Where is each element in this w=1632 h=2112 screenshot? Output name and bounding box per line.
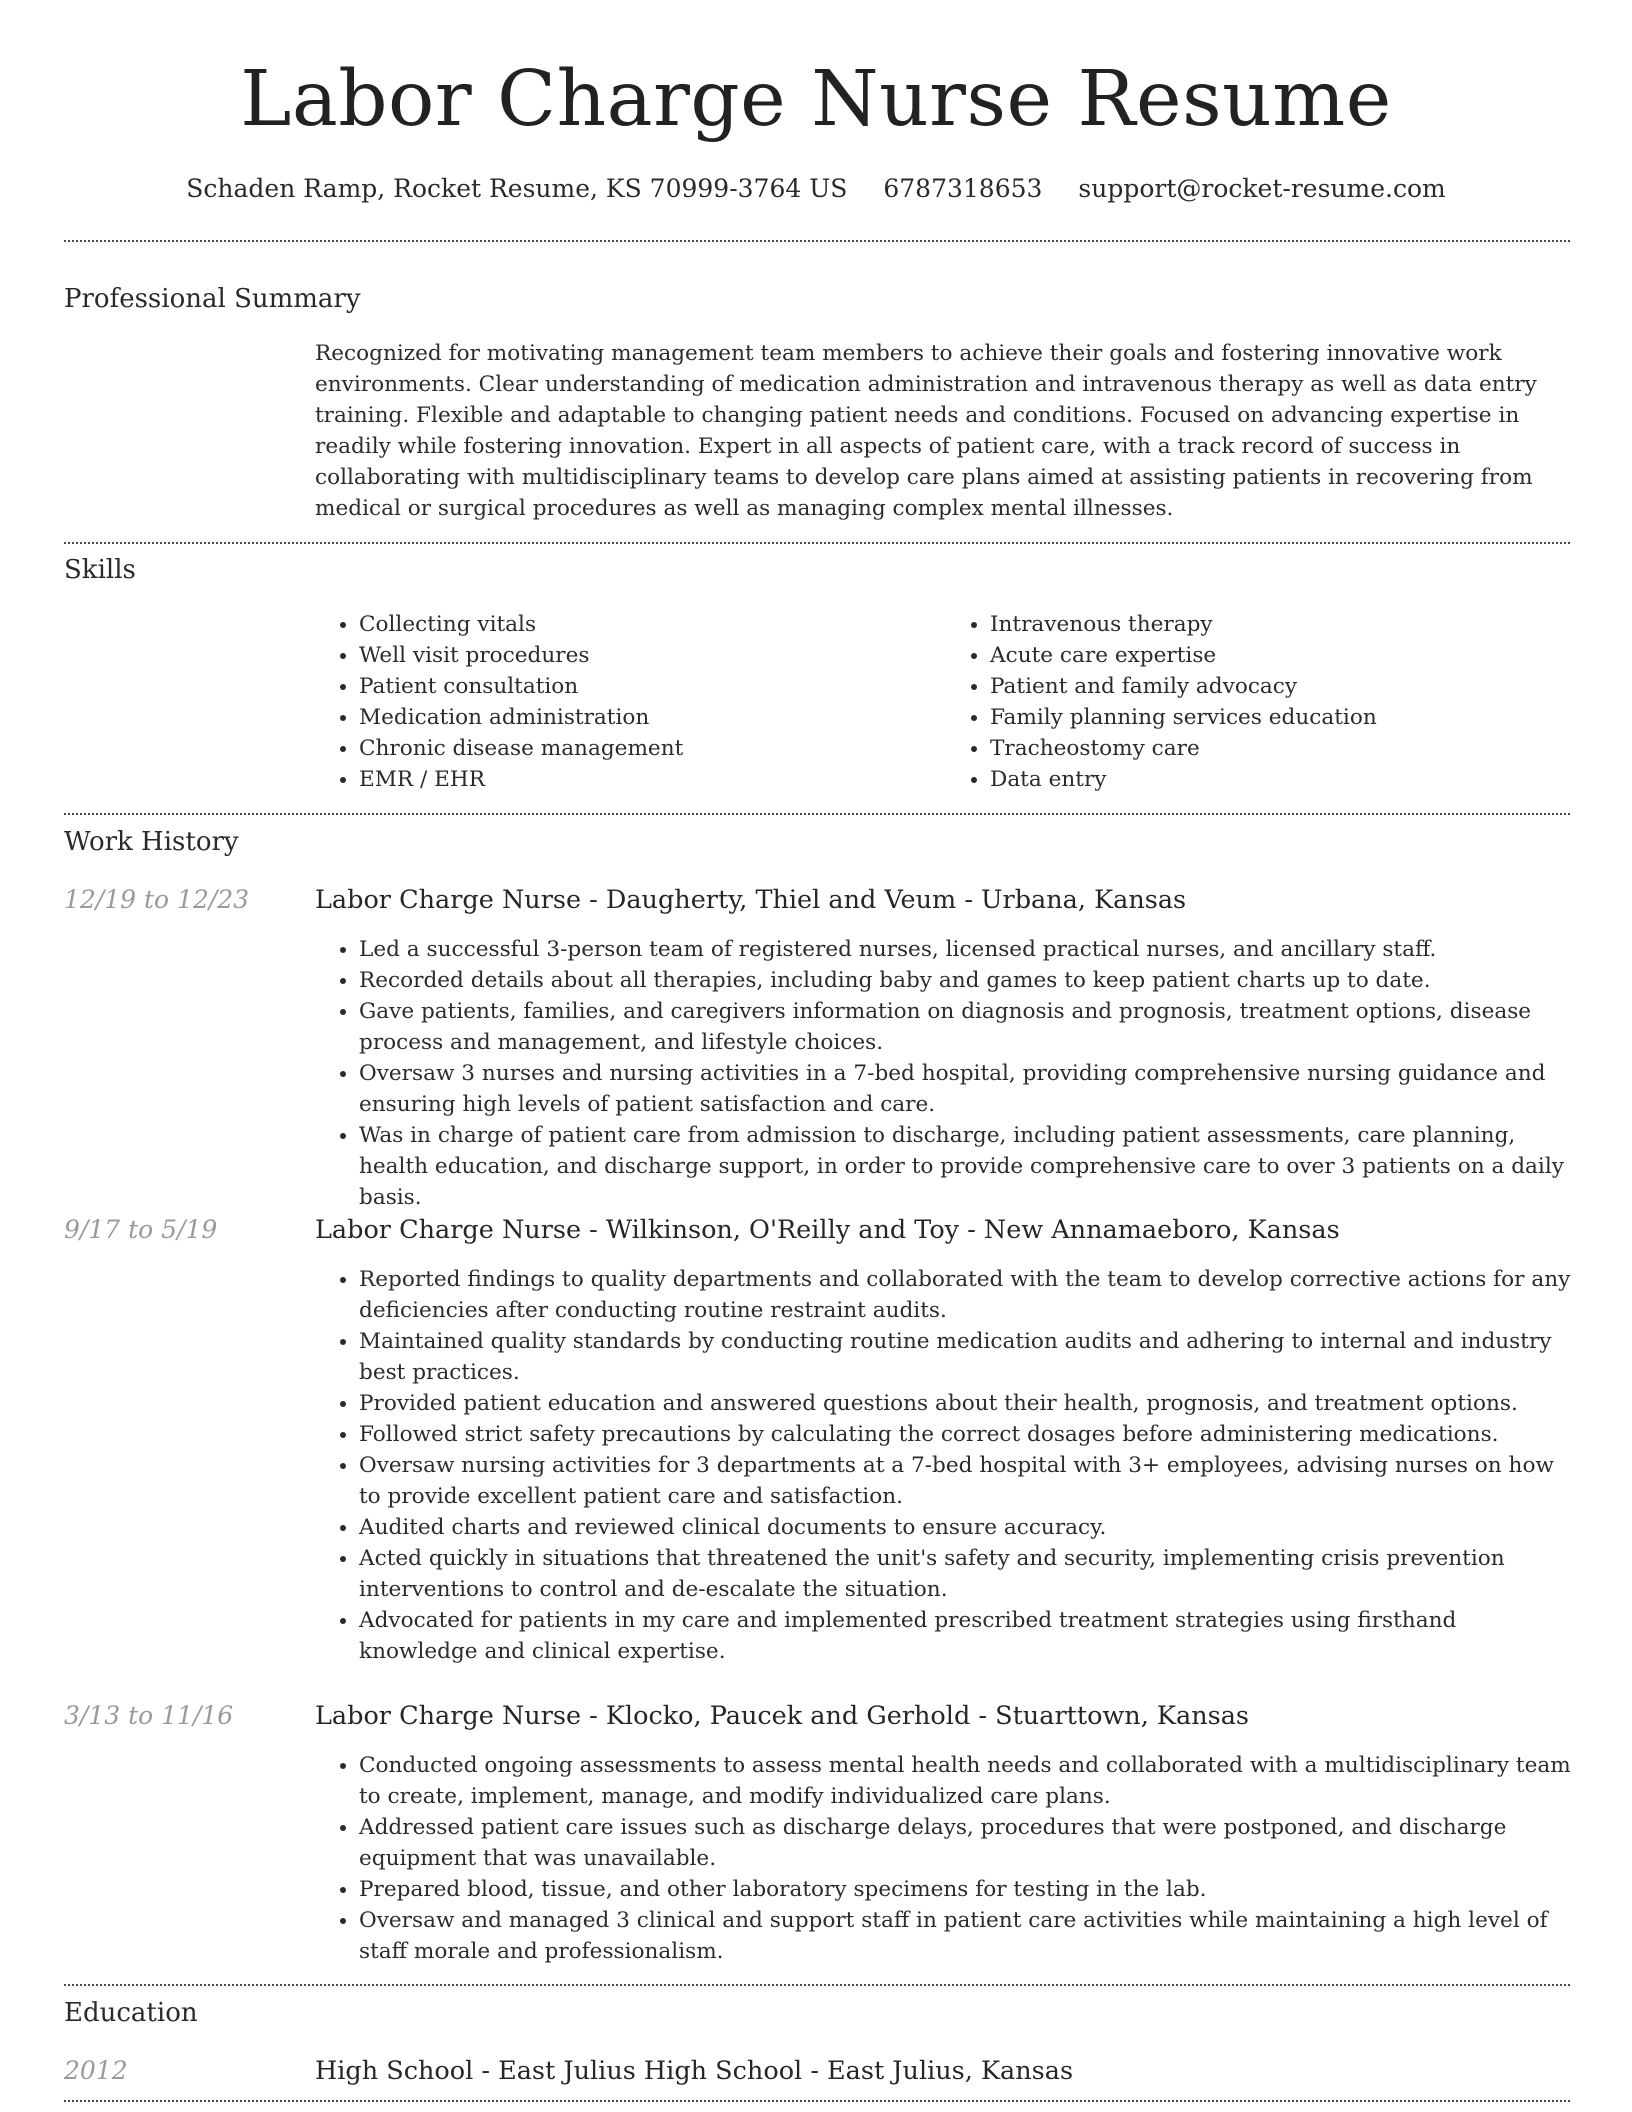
skills-column-right xyxy=(946,609,1577,795)
contact-phone: 6787318653 xyxy=(883,174,1043,203)
skill-item: • Medication administration xyxy=(359,702,946,733)
job-bullet: • Prepared blood, tissue, and other laboratory specimens for testing in the lab. xyxy=(359,1874,1577,1905)
skills-list xyxy=(315,609,1577,795)
skill-item: • Acute care expertise xyxy=(990,640,1577,671)
job-bullet: • Led a successful 3-person team of registered nurses, licensed practical nurses, and ancillary staff. xyxy=(359,934,1577,965)
job-title: Labor Charge Nurse - Klocko, Paucek and Gerhold - Stuarttown, Kansas xyxy=(315,1701,1249,1731)
job-bullet: • Was in charge of patient care from admission to discharge, including patient assessments, care planning, health education, and discharge support, in order to provide comprehensive care to over 3 patients on a daily basis. xyxy=(359,1120,1577,1213)
education-heading: Education xyxy=(64,1998,198,2028)
skills-heading: Skills xyxy=(64,555,136,585)
job-bullets xyxy=(315,1750,1577,1967)
job-bullet: • Recorded details about all therapies, including baby and games to keep patient charts up to date. xyxy=(359,965,1577,996)
contact-line xyxy=(0,170,1632,208)
job-bullet: • Oversaw 3 nurses and nursing activities in a 7-bed hospital, providing comprehensive nursing guidance and ensuring high levels of patient satisfaction and care. xyxy=(359,1058,1577,1120)
job-bullet: • Addressed patient care issues such as discharge delays, procedures that were postponed, and discharge equipment that was unavailable. xyxy=(359,1812,1577,1874)
skill-item: • Well visit procedures xyxy=(359,640,946,671)
divider xyxy=(64,813,1570,815)
contact-email: support@rocket-resume.com xyxy=(1078,174,1446,203)
summary-heading: Professional Summary xyxy=(64,284,361,314)
skill-item: • Tracheostomy care xyxy=(990,733,1577,764)
job-title: Labor Charge Nurse - Wilkinson, O'Reilly and Toy - New Annamaeboro, Kansas xyxy=(315,1215,1340,1245)
resume-title: Labor Charge Nurse Resume xyxy=(240,55,1392,144)
job-bullet: • Oversaw nursing activities for 3 departments at a 7-bed hospital with 3+ employees, advising nurses on how to provide excellent patient care and satisfaction. xyxy=(359,1450,1577,1512)
job-bullet: • Advocated for patients in my care and implemented prescribed treatment strategies using firsthand knowledge and clinical expertise. xyxy=(359,1605,1577,1667)
job-bullet: • Conducted ongoing assessments to assess mental health needs and collaborated with a multidisciplinary team to create, implement, manage, and modify individualized care plans. xyxy=(359,1750,1577,1812)
job-bullets xyxy=(315,934,1577,1213)
divider xyxy=(64,2100,1570,2102)
divider xyxy=(64,542,1570,544)
job-title: Labor Charge Nurse - Daugherty, Thiel and Veum - Urbana, Kansas xyxy=(315,885,1187,915)
skill-item: • Chronic disease management xyxy=(359,733,946,764)
skill-item: • Intravenous therapy xyxy=(990,609,1577,640)
divider xyxy=(64,1984,1570,1986)
skill-item: • EMR / EHR xyxy=(359,764,946,795)
job-bullet: • Gave patients, families, and caregivers information on diagnosis and prognosis, treatment options, disease process and management, and lifestyle choices. xyxy=(359,996,1577,1058)
divider xyxy=(64,240,1570,242)
skills-column-left xyxy=(315,609,946,795)
job-bullet: • Acted quickly in situations that threatened the unit's safety and security, implementing crisis prevention interventions to control and de-escalate the situation. xyxy=(359,1543,1577,1605)
education-year: 2012 xyxy=(64,2056,128,2085)
job-bullet: • Oversaw and managed 3 clinical and support staff in patient care activities while maintaining a high level of staff morale and professionalism. xyxy=(359,1905,1577,1967)
education-entry: High School - East Julius High School - East Julius, Kansas xyxy=(315,2056,1074,2086)
job-dates: 12/19 to 12/23 xyxy=(64,885,250,914)
job-dates: 9/17 to 5/19 xyxy=(64,1215,218,1244)
job-bullets xyxy=(315,1264,1577,1667)
skill-item: • Patient consultation xyxy=(359,671,946,702)
skill-item: • Collecting vitals xyxy=(359,609,946,640)
contact-address: Schaden Ramp, Rocket Resume, KS 70999-3764 US xyxy=(186,174,848,203)
summary-text: Recognized for motivating management team members to achieve their goals and fostering innovative work environments. Clear understanding of medication administration and intravenous therapy as well as data entry training. Flexible and adaptable to changing patient needs and conditions. Focused on advancing expertise in readily while fostering innovation. Expert in all aspects of patient care, with a track record of success in collaborating with multidisciplinary teams to develop care plans aimed at assisting patients in recovering from medical or surgical procedures as well as managing complex mental illnesses. xyxy=(315,341,1537,521)
job-bullet: • Provided patient education and answered questions about their health, prognosis, and treatment options. xyxy=(359,1388,1577,1419)
work-heading: Work History xyxy=(64,827,239,857)
skill-item: • Family planning services education xyxy=(990,702,1577,733)
job-bullet: • Reported findings to quality departments and collaborated with the team to develop corrective actions for any deficiencies after conducting routine restraint audits. xyxy=(359,1264,1577,1326)
skill-item: • Patient and family advocacy xyxy=(990,671,1577,702)
job-bullet: • Audited charts and reviewed clinical documents to ensure accuracy. xyxy=(359,1512,1577,1543)
skill-item: • Data entry xyxy=(990,764,1577,795)
job-dates: 3/13 to 11/16 xyxy=(64,1701,234,1730)
job-bullet: • Maintained quality standards by conducting routine medication audits and adhering to internal and industry best practices. xyxy=(359,1326,1577,1388)
job-bullet: • Followed strict safety precautions by calculating the correct dosages before administering medications. xyxy=(359,1419,1577,1450)
